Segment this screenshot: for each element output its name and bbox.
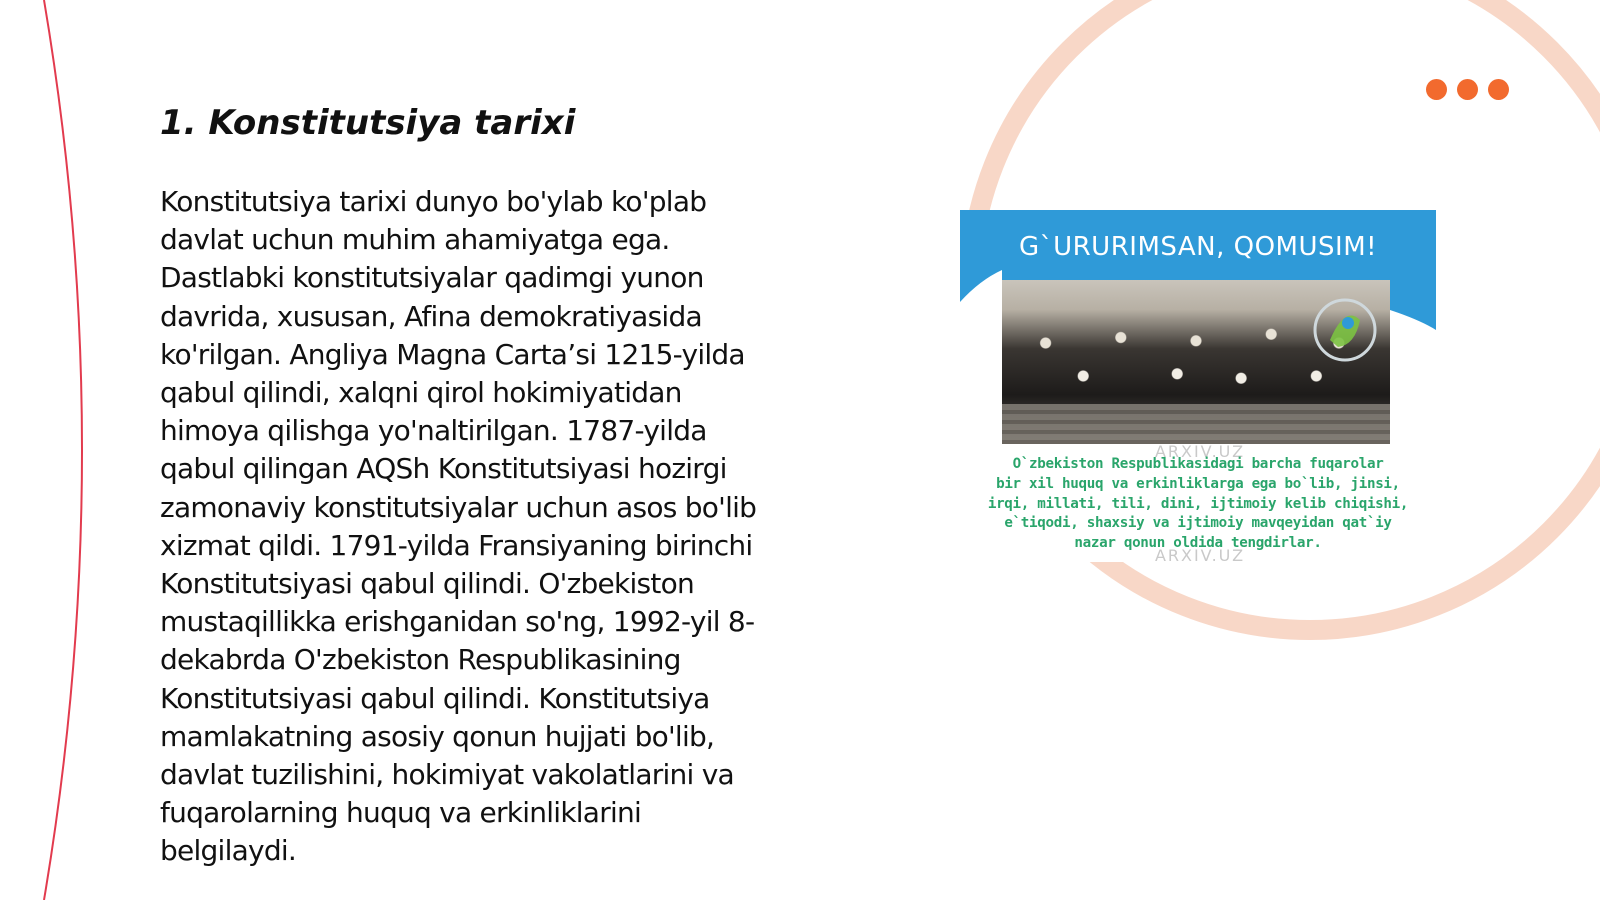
body-line: Konstitutsiyasi qabul qilindi. O'zbekiston bbox=[160, 567, 694, 601]
body-line: xizmat qildi. 1791-yilda Fransiyaning birinchi bbox=[160, 528, 753, 562]
body-line: Dastlabki konstitutsiyalar qadimgi yunon bbox=[160, 261, 704, 295]
dot bbox=[1426, 79, 1447, 100]
watermark-top: ARXIV.UZ bbox=[1154, 442, 1246, 461]
caption-line: irqi, millati, tili, dini, ijtimoiy kelib chiqishi, bbox=[987, 495, 1409, 512]
photo-steps bbox=[1002, 404, 1390, 444]
watermark-bottom: ARXIV.UZ bbox=[1154, 546, 1246, 562]
body-line: zamonaviy konstitutsiyalar uchun asos bo'lib bbox=[160, 490, 757, 524]
poster-caption bbox=[966, 455, 1430, 554]
caption-line: e`tiqodi, shaxsiy va ijtimoiy mavqeyidan qat`iy bbox=[1004, 515, 1392, 532]
dot bbox=[1488, 79, 1509, 100]
body-line: qabul qilindi, xalqni qirol hokimiyatidan bbox=[160, 376, 682, 410]
body-line: fuqarolarning huquq va erkinliklarini bbox=[160, 796, 642, 830]
body-line: davlat tuzilishini, hokimiyat vakolatlarini va bbox=[160, 758, 734, 792]
body-line: Konstitutsiya tarixi dunyo bo'ylab ko'plab bbox=[160, 185, 707, 218]
caption-line: O`zbekiston Respublikasidagi barcha fuqarolar bbox=[1012, 456, 1384, 472]
body-line: davrida, xususan, Afina demokratiyasida bbox=[160, 299, 702, 333]
body-line: Konstitutsiyasi qabul qilindi. Konstitutsiya bbox=[160, 681, 710, 715]
emblem-icon bbox=[1310, 295, 1380, 365]
caption-line: bir xil huquq va erkinliklarga ega bo`lib, jinsi, bbox=[996, 475, 1400, 492]
poster-title: G`URURIMSAN, QOMUSIM! bbox=[1018, 232, 1378, 262]
three-dots-icon bbox=[1426, 79, 1509, 100]
slide-title: 1. Konstitutsiya tarixi bbox=[160, 103, 576, 143]
dot bbox=[1457, 79, 1478, 100]
body-line: dekabrda O'zbekiston Respublikasining bbox=[160, 643, 681, 677]
body-line: mamlakatning asosiy qonun hujjati bo'lib, bbox=[160, 719, 715, 753]
body-line: belgilaydi. bbox=[160, 834, 297, 868]
body-line: qabul qilingan AQSh Konstitutsiyasi hozirgi bbox=[160, 452, 727, 486]
body-line: davlat uchun muhim ahamiyatga ega. bbox=[160, 223, 670, 257]
body-line: himoya qilishga yo'naltirilgan. 1787-yilda bbox=[160, 414, 707, 448]
caption-line: nazar qonun oldida tengdirlar. bbox=[1074, 535, 1322, 552]
body-line: ko'rilgan. Angliya Magna Carta’si 1215-yilda bbox=[160, 337, 745, 371]
body-line: mustaqillikka erishganidan so'ng, 1992-yil 8- bbox=[160, 605, 755, 639]
poster-image bbox=[960, 210, 1436, 562]
slide-body-text bbox=[160, 183, 840, 871]
